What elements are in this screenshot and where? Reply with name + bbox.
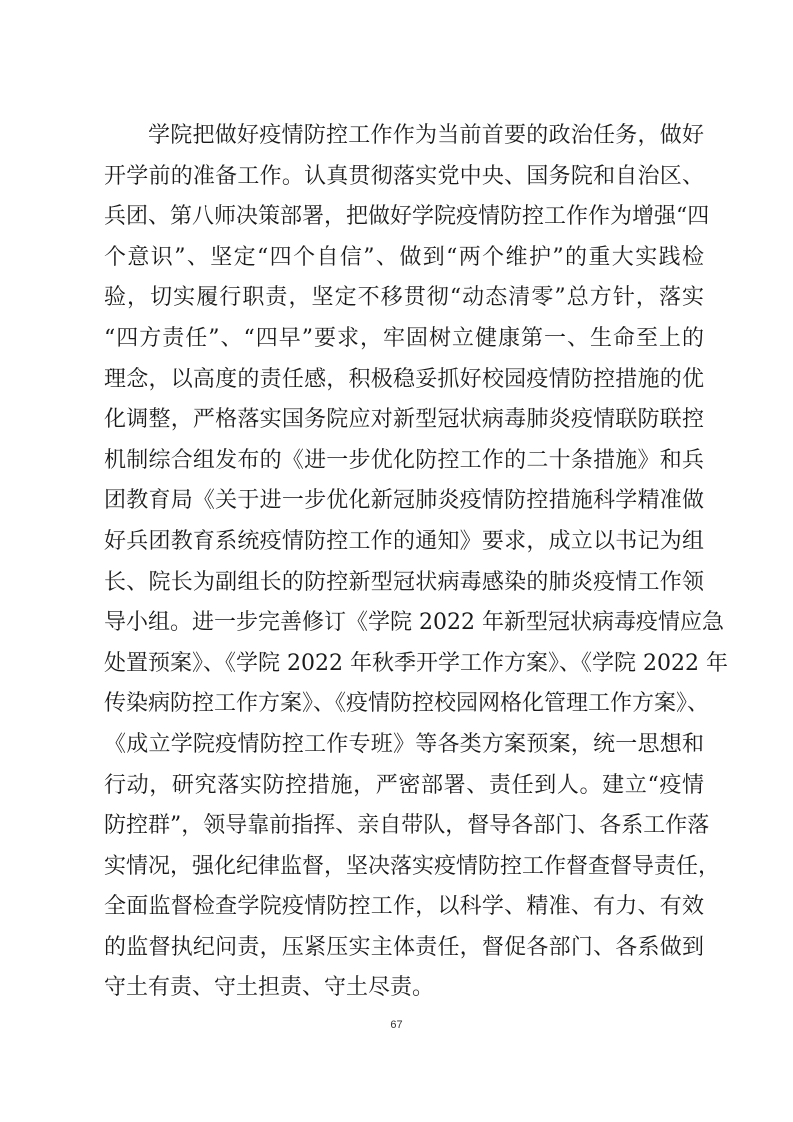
paragraph-line: 实情况，强化纪律监督，坚决落实疫情防控工作督查督导责任， xyxy=(104,853,721,879)
paragraph-line: 处置预案》、《学院 2022 年秋季开学工作方案》、《学院 2022 年 xyxy=(104,650,728,676)
paragraph-line: 防控群”，领导靠前指挥、亲自带队，督导各部门、各系工作落 xyxy=(104,813,710,839)
paragraph-line: 《成立学院疫情防控工作专班》等各类方案预案，统一思想和 xyxy=(104,731,704,757)
paragraph-line: 导小组。进一步完善修订《学院 2022 年新型冠状病毒疫情应急 xyxy=(104,610,724,636)
paragraph-line: 开学前的准备工作。认真贯彻落实党中央、国务院和自治区、 xyxy=(104,163,704,189)
paragraph-line: 长、院长为副组长的防控新型冠状病毒感染的肺炎疫情工作领 xyxy=(104,569,704,595)
paragraph-line: 学院把做好疫情防控工作作为当前首要的政治任务，做好 xyxy=(148,123,704,148)
paragraph-line: 团教育局《关于进一步优化新冠肺炎疫情防控措施科学精准做 xyxy=(104,488,704,514)
paragraph-line: 个意识”、坚定“四个自信”、做到“两个维护”的重大实践检 xyxy=(104,244,704,270)
paragraph-line: 验，切实履行职责，坚定不移贯彻“动态清零”总方针，落实 xyxy=(104,285,704,311)
paragraph-line: 行动，研究落实防控措施，严密部署、责任到人。建立“疫情 xyxy=(104,772,704,798)
paragraph-line: 守土有责、守土担责、守土尽责。 xyxy=(104,975,435,1001)
paragraph-line: 好兵团教育系统疫情防控工作的通知》要求，成立以书记为组 xyxy=(104,528,704,554)
body-paragraph xyxy=(104,116,728,1009)
paragraph-line: “四方责任”、“四早”要求，牢固树立健康第一、生命至上的 xyxy=(104,325,704,351)
paragraph-line: 机制综合组发布的《进一步优化防控工作的二十条措施》和兵 xyxy=(104,447,704,473)
paragraph-line: 兵团、第八师决策部署，把做好学院疫情防控工作作为增强“四 xyxy=(104,204,710,230)
page-number: 67 xyxy=(390,1019,403,1031)
paragraph-line: 全面监督检查学院疫情防控工作，以科学、精准、有力、有效 xyxy=(104,894,704,920)
paragraph-line: 理念，以高度的责任感，积极稳妥抓好校园疫情防控措施的优 xyxy=(104,366,704,392)
paragraph-line: 化调整，严格落实国务院应对新型冠状病毒肺炎疫情联防联控 xyxy=(104,407,704,433)
paragraph-line: 的监督执纪问责，压紧压实主体责任，督促各部门、各系做到 xyxy=(104,934,704,960)
paragraph-line: 传染病防控工作方案》、《疫情防控校园网格化管理工作方案》、 xyxy=(104,691,710,717)
